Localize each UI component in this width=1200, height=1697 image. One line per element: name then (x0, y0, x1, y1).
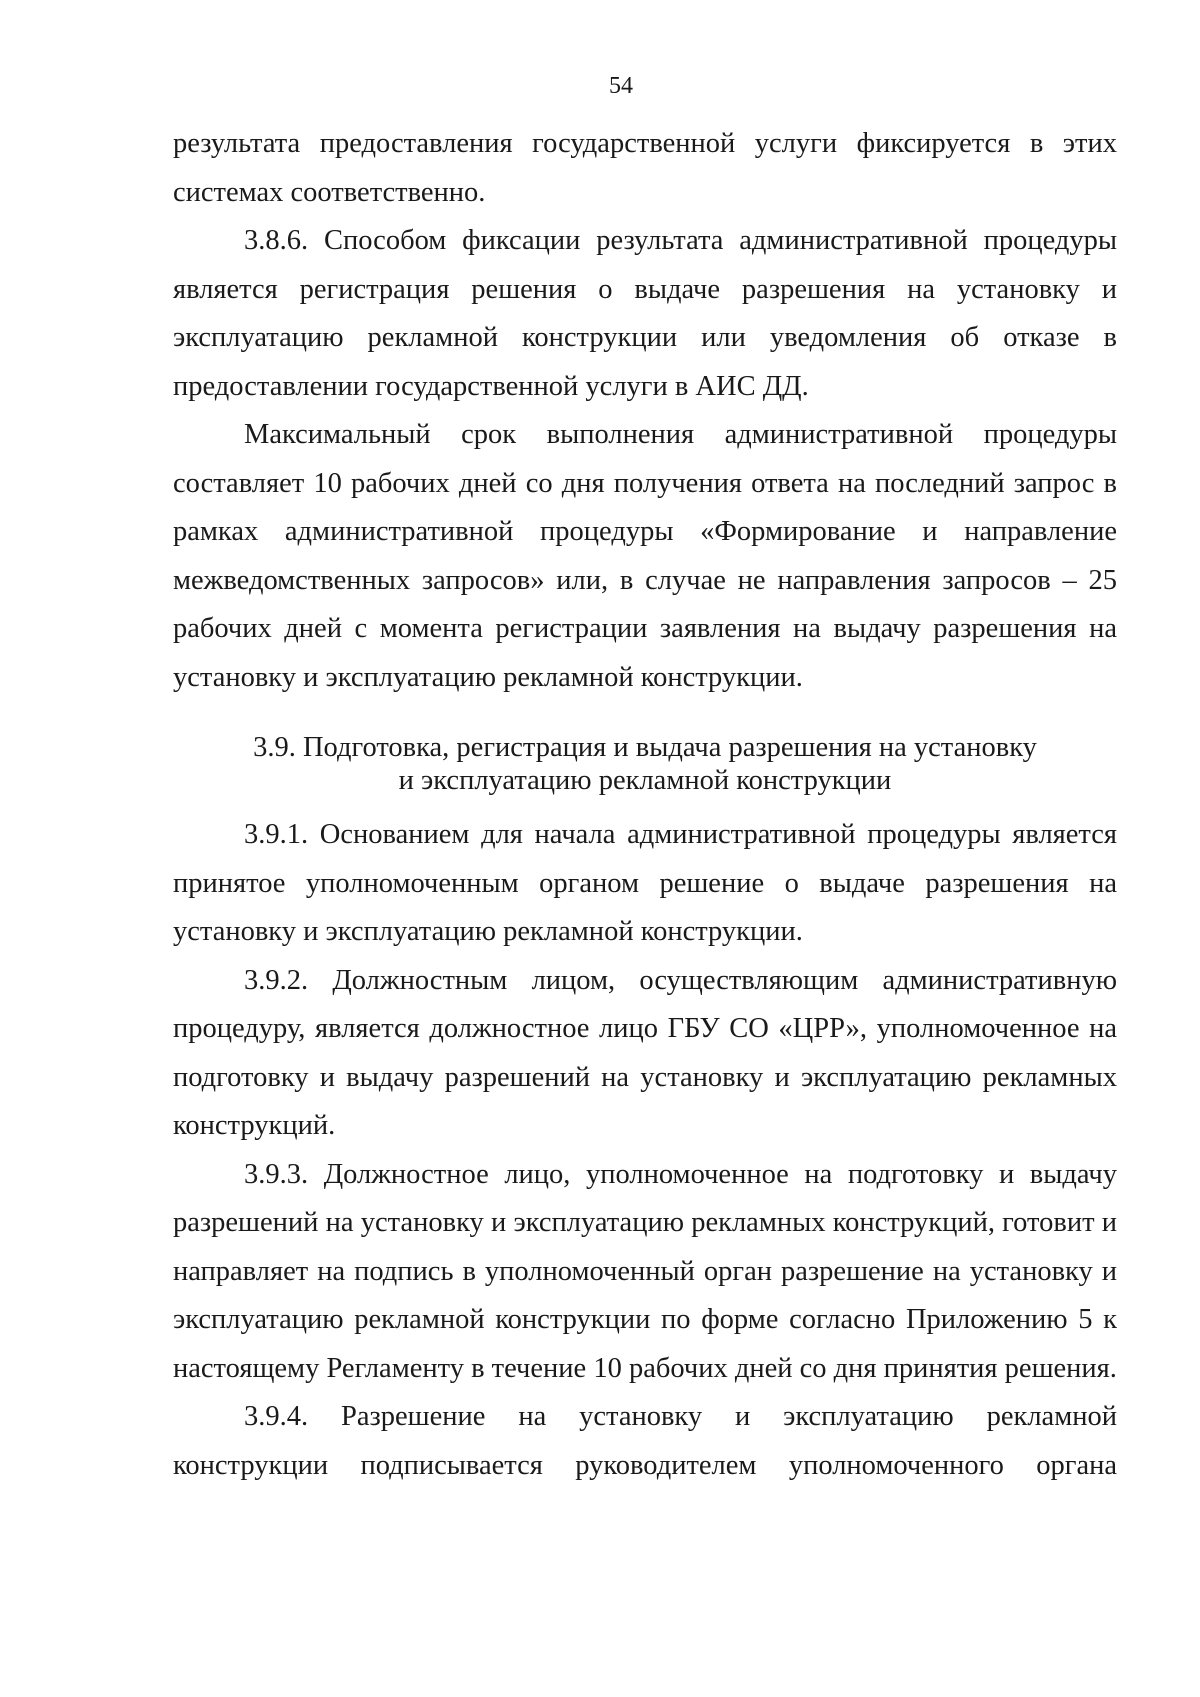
section-heading-line-2: и эксплуатацию рекламной конструкции (398, 765, 892, 796)
document-body (173, 120, 1117, 1490)
section-heading-line-1: 3.9. Подготовка, регистрация и выдача разрешения на установку (253, 732, 1037, 763)
paragraph-max-term: Максимальный срок выполнения административной процедуры составляет 10 рабочих дней со дня получения ответа на последний запрос в рамках административной процедуры «Формирование и направление межведомственных запросов» или, в случае не направления запросов – 25 рабочих дней с момента регистрации заявления на выдачу разрешения на установку и эксплуатацию рекламной конструкции. (173, 419, 1117, 693)
paragraph-3-8-6: 3.8.6. Способом фиксации результата административной процедуры является регистрация решения о выдаче разрешения на установку и эксплуатацию рекламной конструкции или уведомления об отказе в предоставлении государственной услуги в АИС ДД. (173, 225, 1117, 402)
paragraph-3-9-1: 3.9.1. Основанием для начала административной процедуры является принятое уполномоченным органом решение о выдаче разрешения на установку и эксплуатацию рекламной конструкции. (173, 819, 1117, 947)
section-heading-3-9 (173, 731, 1117, 797)
paragraph-3-9-4: 3.9.4. Разрешение на установку и эксплуатацию рекламной конструкции подписывается руководителем уполномоченного органа (173, 1401, 1117, 1481)
page-number: 54 (609, 73, 633, 99)
paragraph-3-9-3: 3.9.3. Должностное лицо, уполномоченное на подготовку и выдачу разрешений на установку и эксплуатацию рекламных конструкций, готовит и направляет на подпись в уполномоченный орган разрешение на установку и эксплуатацию рекламной конструкции по форме согласно Приложению 5 к настоящему Регламенту в течение 10 рабочих дней со дня принятия решения. (173, 1158, 1117, 1384)
paragraph-continuation: результата предоставления государственной услуги фиксируется в этих системах соответственно. (173, 128, 1117, 208)
paragraph-3-9-2: 3.9.2. Должностным лицом, осуществляющим административную процедуру, является должностное лицо ГБУ СО «ЦРР», уполномоченное на подготовку и выдачу разрешений на установку и эксплуатацию рекламных конструкций. (173, 964, 1117, 1141)
